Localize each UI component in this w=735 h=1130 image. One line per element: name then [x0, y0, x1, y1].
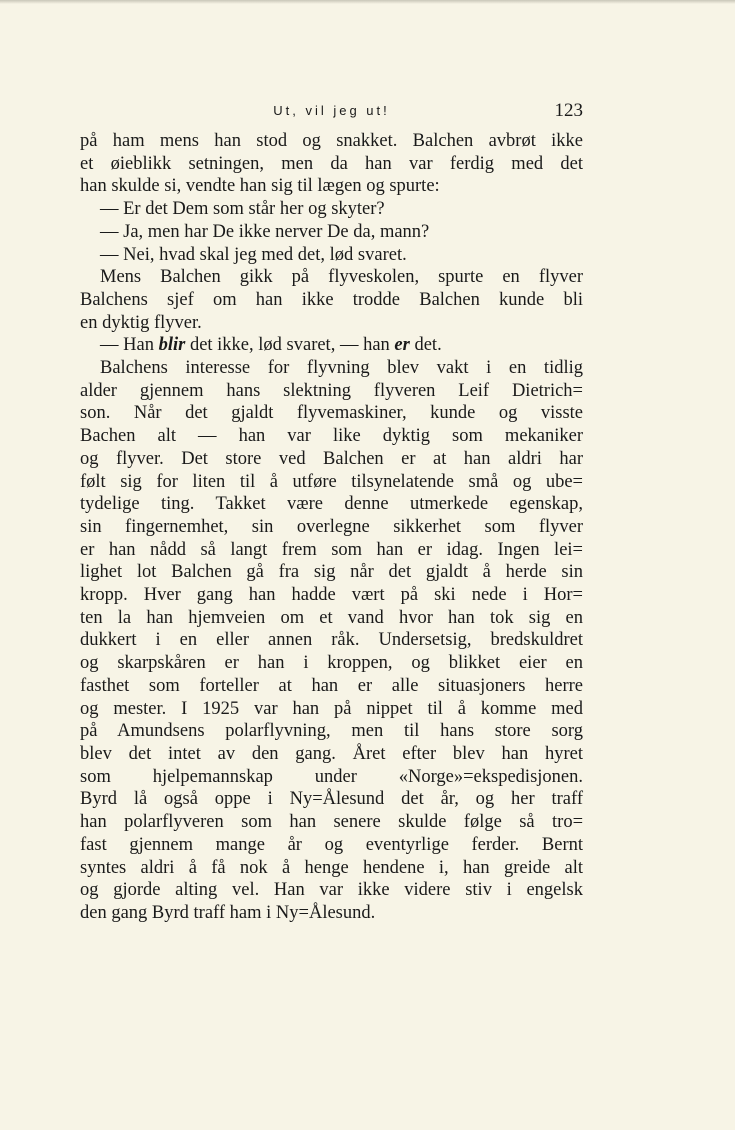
text-fragment: det ikke, lød svaret, — han — [185, 335, 395, 356]
text-line: son. Når det gjaldt flyvemaskiner, kunde og visste — [80, 403, 583, 424]
emphasis-text: blir — [158, 335, 186, 356]
text-line: og gjorde alting vel. Han var ikke videre stiv i engelsk — [80, 880, 583, 901]
text-line: Balchens interesse for flyvning blev vakt i en tidlig — [100, 358, 583, 379]
text-line: dukkert i en eller annen råk. Undersetsig, bredskuldret — [80, 630, 583, 651]
running-head — [80, 100, 583, 130]
text-line: den gang Byrd traff ham i Ny=Ålesund. — [80, 902, 376, 923]
body-text — [80, 130, 583, 925]
text-line: fast gjennem mange år og eventyrlige ferder. Bernt — [80, 834, 583, 855]
text-line: lighet lot Balchen gå fra sig når det gjaldt å herde sin — [80, 562, 583, 583]
text-line: Bachen alt — han var like dyktig som mekaniker — [80, 426, 583, 447]
text-fragment: det. — [409, 335, 442, 356]
text-line: — Er det Dem som står her og skyter? — [100, 199, 385, 220]
text-line: sin fingernemhet, sin overlegne sikkerhet som flyver — [80, 516, 583, 537]
text-line: Byrd lå også oppe i Ny=Ålesund det år, og her traff — [80, 789, 583, 810]
running-title: Ut, vil jeg ut! — [273, 103, 390, 118]
text-line: Balchens sjef om han ikke trodde Balchen kunde bli — [80, 289, 583, 310]
text-line: er han nådd så langt frem som han er idag. Ingen lei= — [80, 539, 583, 560]
text-line: syntes aldri å få nok å henge hendene i, han greide alt — [80, 857, 583, 878]
text-line: kropp. Hver gang han hadde vært på ski nede i Hor= — [80, 585, 583, 606]
text-line: et øieblikk setningen, men da han var ferdig med det — [80, 153, 583, 174]
text-line: fasthet som forteller at han er alle situasjoners herre — [80, 675, 583, 696]
text-line: og flyver. Det store ved Balchen er at han aldri har — [80, 448, 583, 469]
text-line — [80, 334, 583, 357]
page-number: 123 — [554, 100, 583, 121]
text-line: han polarflyveren som han senere skulde følge så tro= — [80, 812, 583, 833]
text-line: — Nei, hvad skal jeg med det, lød svaret. — [100, 244, 407, 265]
page-top-edge — [0, 0, 735, 4]
text-line: han skulde si, vendte han sig til lægen og spurte: — [80, 176, 440, 197]
text-line: følt sig for liten til å utføre tilsynelatende små og ube= — [80, 471, 583, 492]
text-line: en dyktig flyver. — [80, 312, 202, 333]
text-line: ten la han hjemveien om et vand hvor han tok sig en — [80, 607, 583, 628]
text-line: — Ja, men har De ikke nerver De da, mann? — [100, 221, 430, 242]
text-line: på ham mens han stod og snakket. Balchen avbrøt ikke — [80, 131, 583, 151]
book-page — [80, 100, 583, 925]
emphasis-text: er — [394, 335, 410, 356]
text-line: Mens Balchen gikk på flyveskolen, spurte en flyver — [100, 267, 583, 288]
text-line: på Amundsens polarflyvning, men til hans store sorg — [80, 721, 583, 742]
text-line: og skarpskåren er han i kroppen, og blikket eier en — [80, 653, 583, 674]
text-fragment: — Han — [100, 335, 159, 356]
text-line: blev det intet av den gang. Året efter blev han hyret — [80, 743, 583, 764]
text-line: og mester. I 1925 var han på nippet til å komme med — [80, 698, 583, 719]
text-line: tydelige ting. Takket være denne utmerkede egenskap, — [80, 494, 583, 515]
text-line: som hjelpemannskap under «Norge»=ekspedisjonen. — [80, 766, 583, 787]
text-line: alder gjennem hans slektning flyveren Leif Dietrich= — [80, 380, 583, 401]
